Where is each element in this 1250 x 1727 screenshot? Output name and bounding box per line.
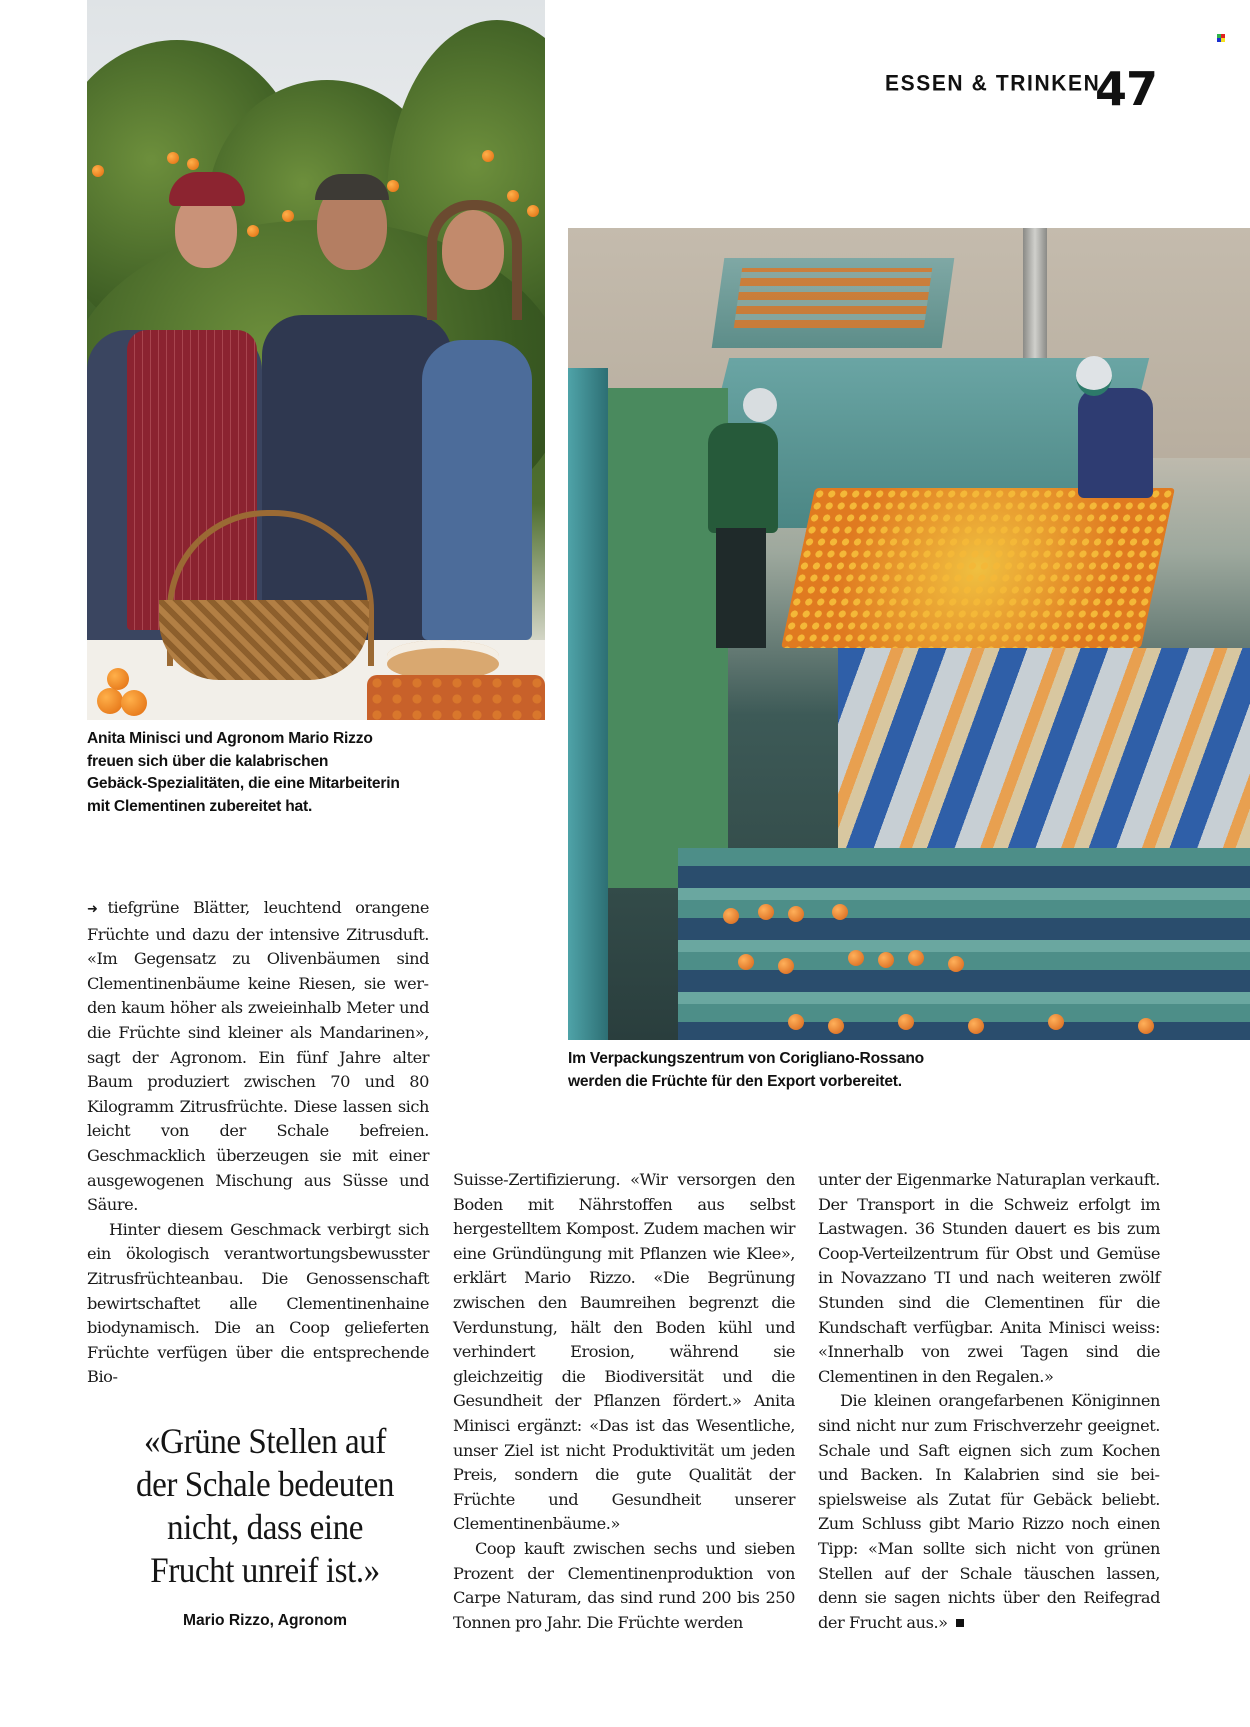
clementine (723, 908, 739, 924)
clementine (527, 205, 539, 217)
clementine (788, 1014, 804, 1030)
clementine (908, 950, 924, 966)
clementine (507, 190, 519, 202)
upper-conveyor-fruit (734, 268, 932, 328)
walkway-rail (568, 368, 608, 1040)
paragraph-text: tiefgrüne Blätter, leuchtend orangene Früchte und dazu der intensive Zitrusduft. «Im Gegensatz zu Olivenbäumen sind Clementinenbäume keine Riesen, sie werden kaum höher als zweieinhalb Meter und die Früchte sind kleiner als Mandarinen», sagt der Agronom. Ein fünf Jahre alter Baum produziert zwischen 70 und 80 Kilogramm Zitrusfrüchte. Diese lassen sich leicht von der Schale befreien. Geschmacklich überzeugen sie mit einer ausgewogenen Mischung aus Süsse und Säure. (87, 898, 429, 1215)
clementine (97, 688, 123, 714)
paragraph: unter der Eigenmarke Naturaplan verkauft. Der Transport in die Schweiz erfolgt im Lastwagen. 36 Stunden dauert es bis zum Coop-Verteilzentrum für Obst und Gemüse in Novazzano TI und nach weiteren zwölf Stunden sind die Clementinen für die Kundschaft verfügbar. Anita Minisci weiss: «Innerhalb von zwei Tagen sind die Clementinen in den Regalen.» (818, 1170, 1160, 1386)
caption-line: Gebäck-Spezialitäten, die eine Mitarbeiterin (87, 775, 400, 792)
clementine (758, 904, 774, 920)
exhaust-pipe (1023, 228, 1047, 378)
clementine (788, 906, 804, 922)
bundt-cake (387, 640, 499, 680)
clementine (247, 225, 259, 237)
clementine (848, 950, 864, 966)
paragraph: Hinter diesem Geschmack verbirgt sich ein ökologisch verantwortungsbewusster Zitrusfrüchteanbau. Die Genossenschaft bewirtschaftet alle Clementinenhaine biodynamisch. Die an Coop gelieferten Früchte verfügen über die entsprechende Bio- (87, 1219, 429, 1387)
article-column-2 (453, 1168, 795, 1635)
caption-line: freuen sich über die kalabrischen (87, 752, 329, 770)
paragraph: Suisse-Zertifizierung. «Wir versorgen den Boden mit Nährstoffen aus selbst hergestelltem Kompost. Zudem machen wir eine Gründüngung mit Pflanzen wie Klee», erklärt Mario Rizzo. «Die Begrünung zwischen den Baumreihen begrenzt die Verdunstung, hält den Boden kühl und verhindert Erosion, während sie gleichzeitig die Biodiversität und die Gesundheit der Pflanzen fördert.» Anita Minisci ergänzt: «Das ist das Wesentliche, unser Ziel ist nicht Produktivität um jeden Preis, sondern die gute Qualität der Früchte und Gesundheit unserer Clementinenbäume.» (453, 1170, 795, 1534)
paragraph (87, 896, 429, 1218)
clementine (832, 904, 848, 920)
article-column-3 (818, 1168, 1160, 1635)
paragraph (818, 1389, 1160, 1635)
section-title: ESSEN & TRINKEN (885, 71, 1101, 96)
clementine (387, 180, 399, 192)
clementine (282, 210, 294, 222)
caption-line: Anita Minisci und Agronom Mario Rizzo (87, 730, 373, 747)
caption-line: Im Verpackungszentrum von Corigliano-Rossano (568, 1050, 924, 1067)
clementine (121, 690, 147, 716)
clementine (738, 954, 754, 970)
pull-quote-line: nicht, dass eine (167, 1507, 363, 1547)
clementine (948, 956, 964, 972)
orchard-photo-caption (87, 728, 557, 818)
pull-quote-line: «Grüne Stellen auf (144, 1421, 386, 1461)
pastry-basket (159, 600, 369, 680)
clementine (968, 1018, 984, 1034)
caption-line: werden die Früchte für den Export vorbereitet. (568, 1072, 902, 1090)
clementine (1048, 1014, 1064, 1030)
pull-quote-author: Mario Rizzo, Agronom (182, 1612, 348, 1629)
paragraph-text: Die kleinen orangefarbenen Königinnen sind nicht nur zum Frischverzehr geeignet. Schale und Saft eignen sich zum Kochen und Backen. In Kalabrien sind sie beispielsweise als Zutat für Gebäck beliebt. Zum Schluss gibt Mario Rizzo noch einen Tipp: «Man sollte sich nicht von grünen Stellen auf der Schale täuschen lassen, denn sie sagen nichts über den Reifegrad der Frucht aus.» (818, 1391, 1160, 1632)
clementine (107, 668, 129, 690)
article-column-1 (87, 896, 429, 1390)
end-of-article-square-icon (956, 1619, 964, 1627)
cap (169, 172, 245, 206)
sorting-table-fruit (781, 488, 1175, 648)
marker-yellow (1221, 38, 1225, 42)
caption-line: mit Clementinen zubereitet hat. (87, 797, 313, 815)
hair (427, 200, 522, 320)
fried-pastries (367, 675, 545, 720)
clementine (187, 158, 199, 170)
clementine (92, 165, 104, 177)
clementine (898, 1014, 914, 1030)
arrow-right-icon: ➜ (87, 902, 98, 917)
packing-photo-caption (568, 1048, 1028, 1093)
print-color-marker (1217, 34, 1225, 42)
packing-center-photo (568, 228, 1250, 1040)
clementine (1138, 1018, 1154, 1034)
paragraph: Coop kauft zwischen sechs und sieben Prozent der Clementinenproduktion von Carpe Naturam, das sind rund 200 bis 250 Tonnen pro Jahr. Die Früchte werden (453, 1538, 795, 1632)
clementine (167, 152, 179, 164)
lower-conveyors (678, 848, 1250, 1040)
page-number: 47 (1095, 62, 1158, 116)
pull-quote-line: der Schale bedeuten (136, 1464, 394, 1504)
pull-quote (113, 1420, 417, 1592)
clementine (828, 1018, 844, 1034)
clementine (878, 952, 894, 968)
pull-quote-line: Frucht unreif ist.» (150, 1550, 380, 1590)
clementine (482, 150, 494, 162)
hair (315, 174, 389, 200)
clementine (778, 958, 794, 974)
orchard-photo (87, 0, 545, 720)
